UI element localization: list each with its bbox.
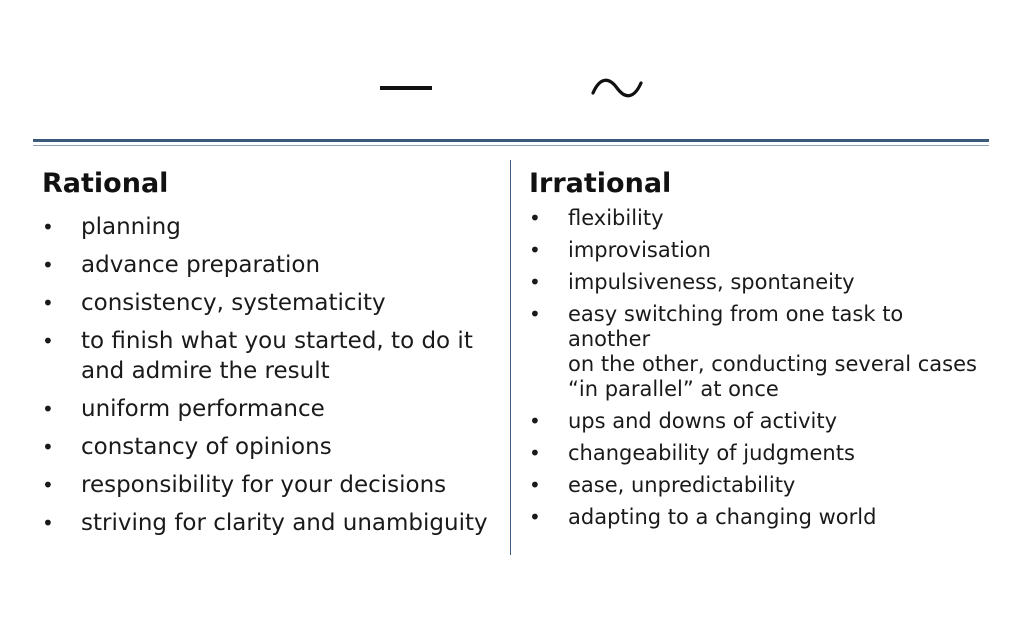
- tilde-wave-icon: [590, 74, 644, 102]
- bullet-icon: •: [42, 329, 54, 353]
- bullet-icon: •: [42, 473, 54, 497]
- rational-list: [42, 212, 502, 538]
- bullet-icon: •: [529, 505, 541, 529]
- bullet-icon: •: [42, 435, 54, 459]
- list-item: • adapting to a changing world: [529, 505, 877, 529]
- bullet-icon: •: [529, 302, 541, 326]
- bullet-icon: •: [42, 291, 54, 315]
- dash-symbol-icon: [380, 86, 432, 90]
- list-item: • impulsiveness, spontaneity: [529, 270, 855, 294]
- rational-heading: Rational: [42, 168, 169, 199]
- list-item: • consistency, systematicity: [42, 290, 386, 316]
- irrational-list: [529, 206, 1009, 530]
- list-item: • uniform performance: [42, 396, 325, 422]
- list-item: • to finish what you started, to do it and admire the result: [42, 328, 473, 384]
- list-item: • easy switching from one task to another on the other, conducting several cases “in parallel” at once: [529, 302, 977, 401]
- bullet-icon: •: [529, 206, 541, 230]
- irrational-heading: Irrational: [529, 168, 672, 199]
- bullet-icon: •: [529, 270, 541, 294]
- bullet-icon: •: [529, 238, 541, 262]
- irrational-column: [529, 166, 1009, 537]
- list-item: • planning: [42, 214, 181, 240]
- list-item: • improvisation: [529, 238, 711, 262]
- column-divider: [510, 160, 511, 555]
- list-item: • flexibility: [529, 206, 664, 230]
- bullet-icon: •: [529, 441, 541, 465]
- header-rule: [33, 139, 989, 142]
- bullet-icon: •: [42, 253, 54, 277]
- list-item: • changeability of judgments: [529, 441, 855, 465]
- bullet-icon: •: [529, 409, 541, 433]
- list-item: • constancy of opinions: [42, 434, 332, 460]
- bullet-icon: •: [42, 397, 54, 421]
- bullet-icon: •: [42, 215, 54, 239]
- list-item: • ease, unpredictability: [529, 473, 796, 497]
- list-item: • ups and downs of activity: [529, 409, 838, 433]
- header-rule-thin: [33, 145, 989, 146]
- list-item: • striving for clarity and unambiguity: [42, 510, 488, 536]
- list-item: • responsibility for your decisions: [42, 472, 447, 498]
- rational-column: [42, 166, 502, 546]
- list-item: • advance preparation: [42, 252, 321, 278]
- bullet-icon: •: [42, 511, 54, 535]
- bullet-icon: •: [529, 473, 541, 497]
